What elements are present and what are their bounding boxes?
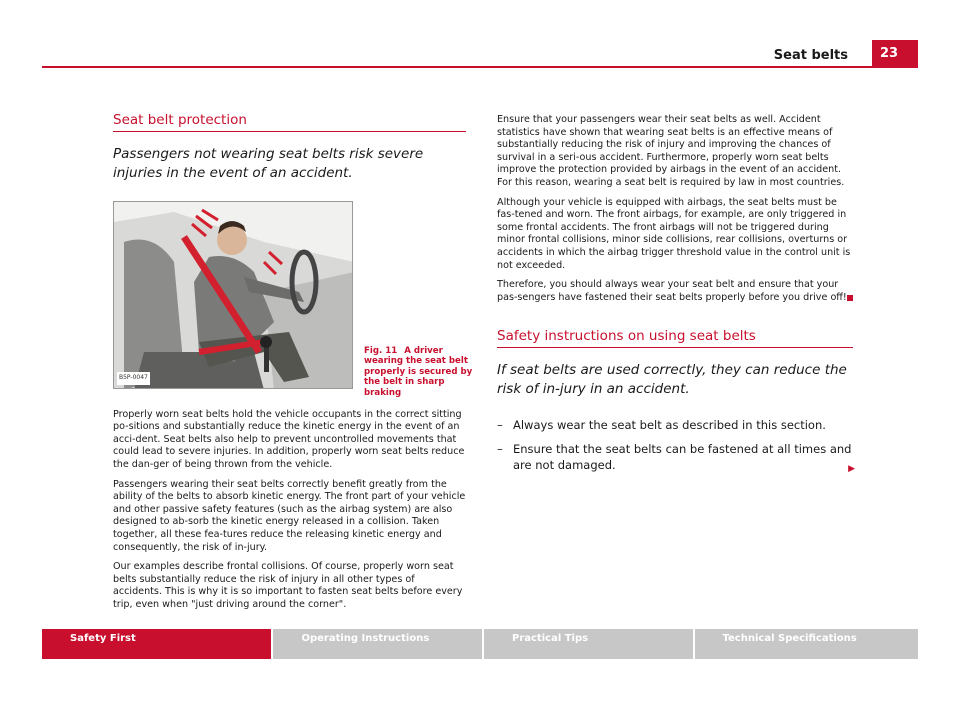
dash-bullet: – (497, 441, 503, 456)
figure-caption-text: A driver wearing the seat belt properly is secured by the belt in sharp braking (364, 345, 473, 398)
safety-instructions-section (497, 330, 853, 473)
lead-text: Passengers not wearing seat belts risk severe injuries in the event of an accident. (113, 145, 424, 181)
image-code: B5P-0047 (117, 372, 150, 385)
paragraph: Although your vehicle is equipped with airbags, the seat belts must be fas-tened and worn. The front airbags, for example, are only triggered in some frontal accidents. The front airbags will not be triggered during minor frontal collisions, minor side collisions, rear collisions, overturns or accidents in which the airbag trigger threshold value in the control unit is not exceeded. (497, 196, 851, 271)
lead-text: If seat belts are used correctly, they can reduce the risk of in-jury in an accident. (497, 361, 847, 397)
tab-practical-tips[interactable]: Practical Tips (484, 629, 693, 659)
left-column (113, 112, 473, 619)
list-item (497, 441, 853, 473)
page-number: 23 (872, 40, 918, 68)
paragraph: Our examples describe frontal collisions. Of course, properly worn seat belts substantially reduce the risk of injury in all other types of accidents. This is why it is so important to fasten seat belts before every trip, even when "just driving around the corner". (113, 561, 463, 610)
section-end-icon (847, 295, 853, 301)
list-item-text: Ensure that the seat belts can be fastened at all times and are not damaged. (513, 441, 852, 472)
driver-seat-belt-illustration (113, 201, 353, 389)
paragraph-text: Therefore, you should always wear your seat belt and ensure that your pas-sengers have fastened their seat belts properly before you drive off! (497, 279, 847, 303)
tab-technical-specifications[interactable]: Technical Specifications (695, 629, 918, 659)
list-item (497, 417, 853, 433)
section-title-safety-instructions: Safety instructions on using seat belts (497, 330, 853, 348)
list-item-text: Always wear the seat belt as described in this section. (513, 417, 826, 432)
page-header-title: Seat belts (773, 48, 848, 63)
tab-safety-first[interactable]: Safety First (42, 629, 271, 659)
paragraph-with-end-mark (497, 279, 853, 304)
right-column (497, 114, 853, 481)
tab-operating-instructions[interactable]: Operating Instructions (273, 629, 482, 659)
driver-illustration-graphic (114, 202, 353, 389)
paragraph: Ensure that your passengers wear their seat belts as well. Accident statistics have shown that wearing seat belts is an effective means of substantially reducing the risk of injury and improving the chances of survival in a seri-ous accident. Furthermore, properly worn seat belts improve the protection provided by airbags in the event of an accident. For this reason, wearing a seat belt is required by law in most countries. (497, 114, 845, 188)
paragraph: Passengers wearing their seat belts correctly benefit greatly from the ability of the belts to absorb kinetic energy. The front part of your vehicle and other passive safety features (such as the airbag system) are also designed to ab-sorb the kinetic energy released in a collision. Taken together, all these fea-tures reduce the releasing kinetic energy and consequently, the risk of in-jury. (113, 478, 466, 553)
footer-nav (42, 629, 918, 659)
dash-bullet: – (497, 417, 503, 432)
section-title-seat-belt-protection: Seat belt protection (113, 114, 466, 132)
figure-label: Fig. 11 (364, 345, 398, 356)
continue-arrow-icon: ▶ (848, 463, 855, 474)
paragraph: Properly worn seat belts hold the vehicle occupants in the correct sitting po-sitions and substantially reduce the kinetic energy in the event of an acci-dent. Seat belts also help to prevent uncontrolled movements that could lead to severe injuries. In addition, properly worn seat belts reduce the dan-ger of being thrown from the vehicle. (113, 408, 465, 470)
header-rule (42, 66, 918, 68)
figure-caption (364, 346, 474, 399)
figure-11 (113, 201, 473, 398)
